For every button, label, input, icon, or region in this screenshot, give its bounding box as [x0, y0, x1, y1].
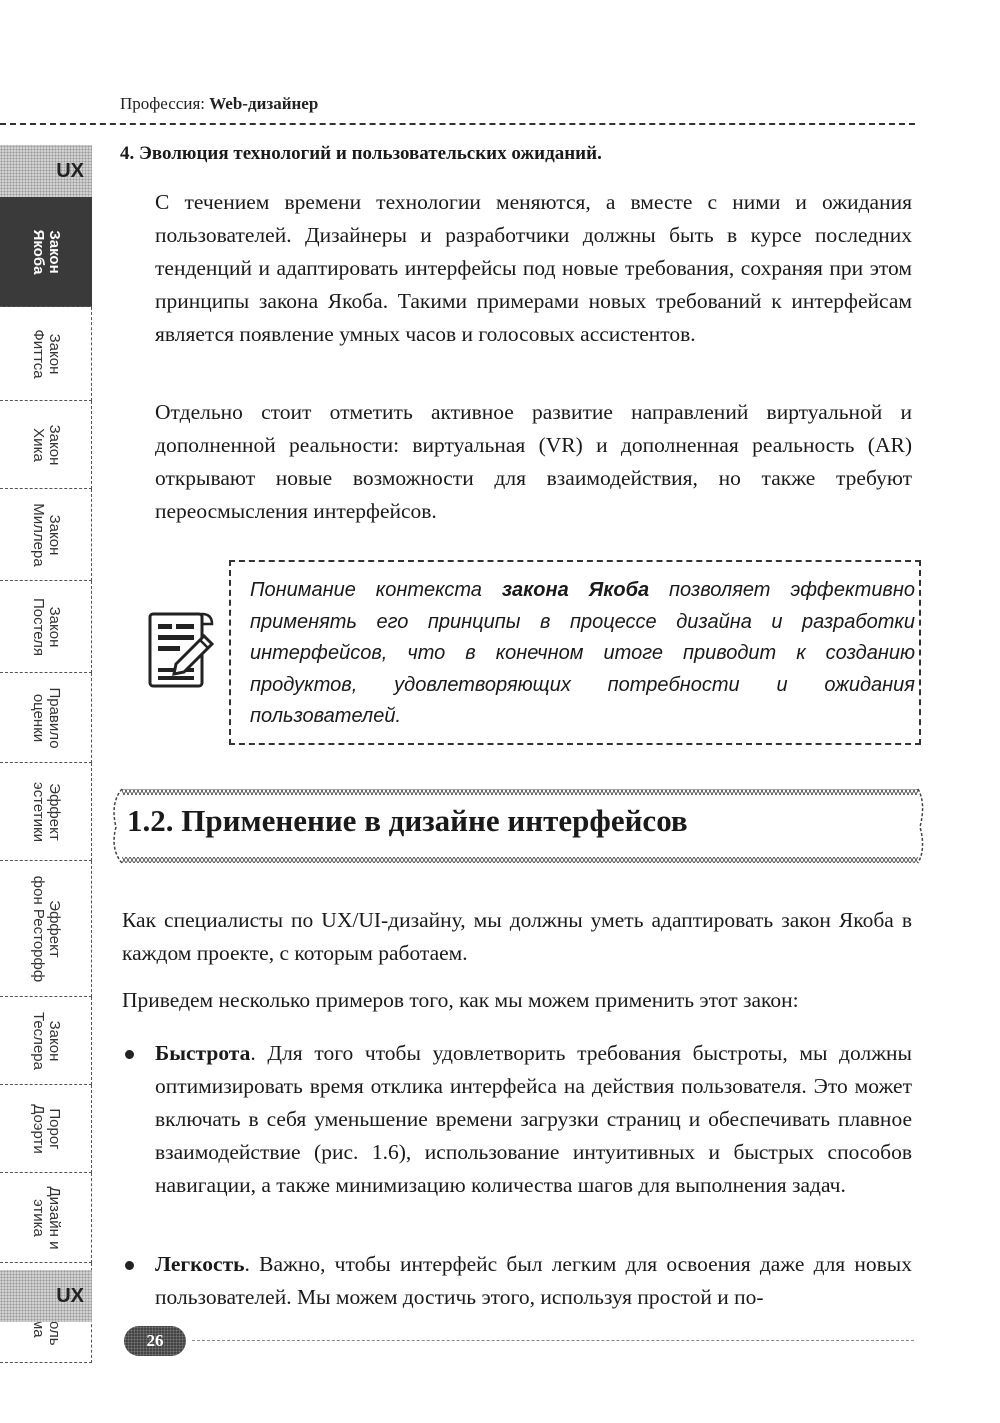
sidebar-tab-miller[interactable] — [0, 489, 92, 581]
bullet-item — [155, 1037, 912, 1202]
sidebar-tab-doherty[interactable] — [0, 1085, 92, 1173]
section-title: 1.2. Применение в дизайне интерфейсов — [127, 803, 688, 838]
paragraph: Как специалисты по UX/UI-дизайну, мы должны уметь адаптировать закон Якоба в каждом проекте, с которым работаем. — [122, 908, 912, 965]
bullet-item — [155, 1248, 912, 1314]
chapter-sidebar — [0, 145, 98, 1345]
sidebar-tab-tesler[interactable] — [0, 997, 92, 1085]
sidebar-tab-label: Закон Хика — [29, 424, 63, 465]
sidebar-tab-aesthetic[interactable] — [0, 763, 92, 861]
sidebar-tab-label: Закон Фиттса — [29, 328, 63, 379]
list-item-heading: 4. Эволюция технологий и пользовательских ожиданий. — [120, 143, 602, 164]
profession-value: Web-дизайнер — [209, 94, 319, 113]
note-text-bold: закона Якоба — [501, 579, 650, 601]
bullet-term: Быстрота — [155, 1041, 251, 1065]
sidebar-tab-label: Закон Якоба — [30, 229, 63, 274]
ux-badge-bottom: UX — [0, 1270, 92, 1322]
ux-badge-top: UX — [0, 145, 92, 197]
bullet-dot — [125, 1050, 134, 1059]
paragraph: Отдельно стоит отметить активное развитие направлений виртуальной и дополненной реальности: виртуальная (VR) и дополненная реальность (AR) открывают новые возможности для взаимодействия, но также требуют переосмысления интерфейсов. — [155, 400, 912, 523]
note-text — [250, 575, 915, 733]
sidebar-tab-peak-end[interactable] — [0, 673, 92, 763]
sidebar-tab-hick[interactable] — [0, 401, 92, 489]
sidebar-tab-label: Дизайн и этика — [29, 1186, 63, 1249]
header-divider — [0, 123, 915, 125]
profession-label: Профессия: — [120, 94, 205, 113]
sidebar-tab-label: Эффект эстетики — [29, 781, 63, 842]
sidebar-tab-label: Закон Теслера — [29, 1011, 63, 1070]
sidebar-tab-label: Эффект фон Ресторфф — [29, 875, 63, 982]
page-number: 26 — [124, 1326, 186, 1356]
footer-divider — [192, 1340, 914, 1341]
paragraph: Приведем несколько примеров того, как мы можем применить этот закон: — [122, 988, 799, 1012]
bullet-term: Легкость — [155, 1252, 245, 1276]
sidebar-tab-label: Закон Миллера — [29, 502, 63, 567]
bullet-dot — [125, 1261, 134, 1270]
sidebar-tab-ethics[interactable] — [0, 1173, 92, 1263]
note-document-pen-icon — [146, 610, 218, 690]
bullet-text: . Важно, чтобы интерфейс был легким для освоения даже для новых пользователей. Мы можем достичь этого, используя простой и по- — [155, 1252, 912, 1309]
sidebar-tab-postel[interactable] — [0, 581, 92, 673]
running-header — [120, 94, 318, 114]
sidebar-tab-von-restorff[interactable] — [0, 861, 92, 997]
sidebar-tab-label: Правило оценки — [29, 686, 63, 749]
item-number: 4. — [120, 143, 135, 164]
note-text-part: Понимание контекста — [250, 579, 502, 601]
note-text-part: позволяет эффективно применять его принципы в процессе дизайна и разработки интерфейсов, что в конечном итоге приводит к созданию продуктов, удовлетворяющих потребности и ожидания пользователей. — [250, 579, 916, 727]
sidebar-tab-fitts[interactable] — [0, 307, 92, 401]
sidebar-tab-label: Закон Постеля — [29, 597, 63, 656]
item-title: Эволюция технологий и пользовательских ожиданий — [139, 143, 598, 164]
paragraph: С течением времени технологии меняются, а вместе с ними и ожидания пользователей. Дизайнеры и разработчики должны быть в курсе последних тенденций и адаптировать интерфейсы под новые требования, сохраняя при этом принципы закона Якоба. Такими примерами новых требований к интерфейсам является появление умных часов и голосовых ассистентов. — [155, 190, 912, 346]
sidebar-tab-label: Порог Доэрти — [29, 1103, 63, 1154]
sidebar-tab-jakob[interactable] — [0, 197, 92, 307]
bullet-text: . Для того чтобы удовлетворить требования быстроты, мы должны оптимизировать время отклика интерфейса на действия пользователя. Это может включать в себя уменьшение времени загрузки страниц и обеспечивать плавное взаимодействие (рис. 1.6), использование интуитивных и быстрых способов навигации, а также минимизацию количества шагов для выполнения задач. — [155, 1041, 912, 1197]
